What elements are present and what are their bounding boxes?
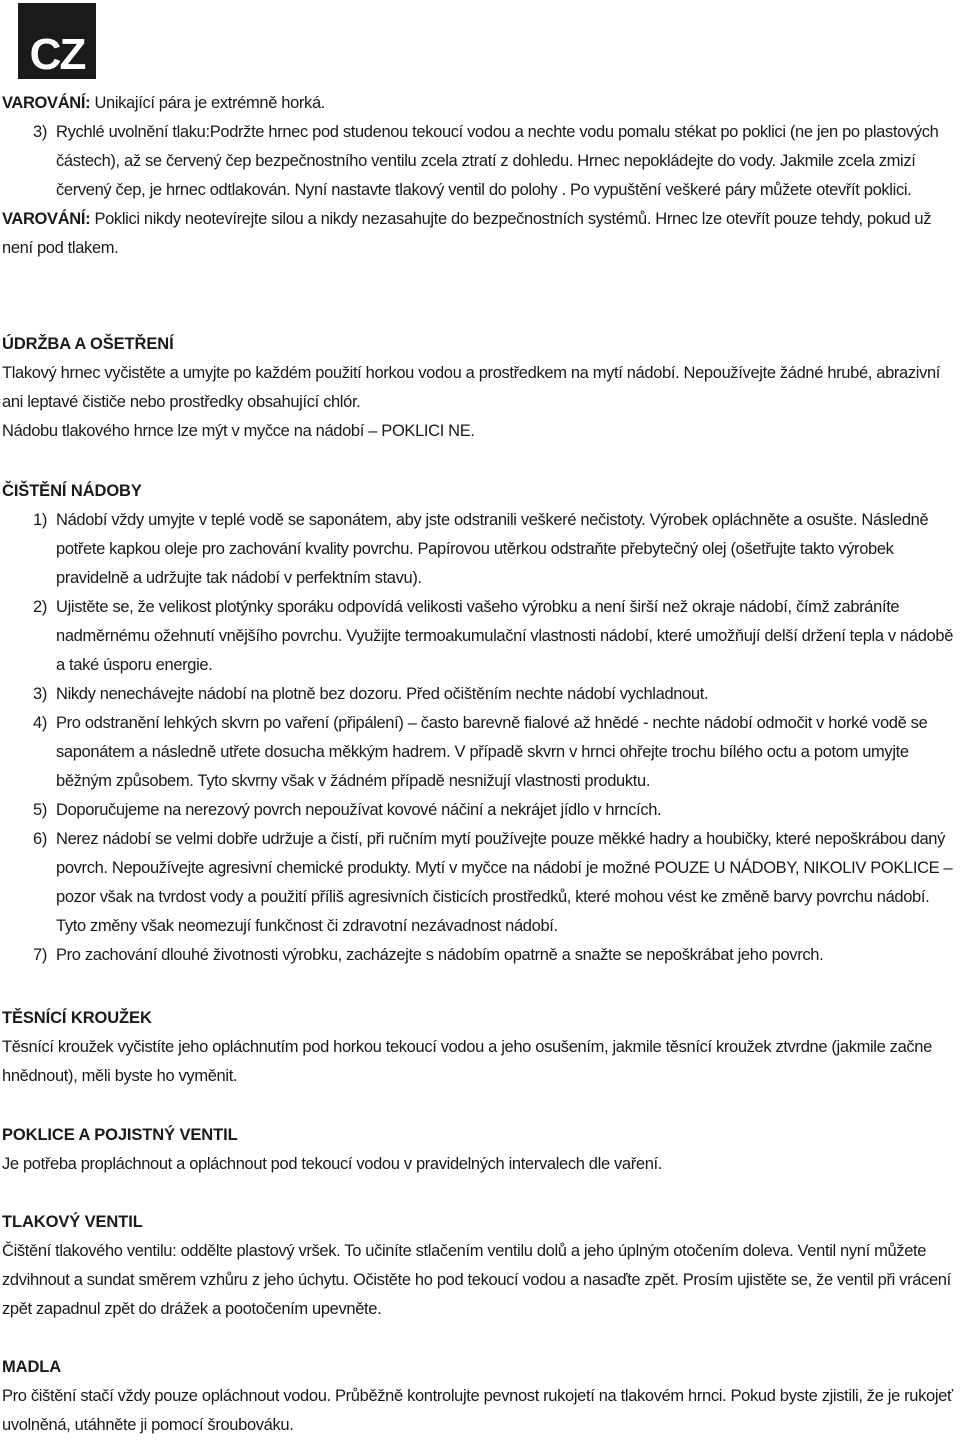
paragraph: Pro čištění stačí vždy pouze opláchnout vodou. Průběžně kontrolujte pevnost rukojetí na tlakovém hrnci. Pokud byste zjistili, že je rukojeť uvolněná, utáhněte ji pomocí šroubováku. xyxy=(2,1387,953,1434)
list-item xyxy=(0,506,958,593)
list-item xyxy=(0,709,958,796)
list-text: Ujistěte se, že velikost plotýnky sporáku odpovídá velikosti vašeho výrobku a není širší než okraje nádobí, čímž zabráníte nadměrnému ožehnutí vnějšího povrchu. Využijte termoakumulační vlastnosti nádobí, které umožňují delší držení tepla v nádobě a také úsporu energie. xyxy=(56,598,954,674)
lid-section xyxy=(0,1121,958,1179)
list-item xyxy=(0,680,958,709)
list-number: 5) xyxy=(33,801,47,819)
language-badge: CZ xyxy=(18,3,96,79)
paragraph: Nádobu tlakového hrnce lze mýt v myčce na nádobí – POKLICI NE. xyxy=(2,422,475,440)
list-item xyxy=(0,118,958,205)
warning-text: Unikající pára je extrémně horká. xyxy=(90,94,326,112)
warning-label: VAROVÁNÍ: xyxy=(2,94,91,112)
list-item xyxy=(0,941,958,970)
list-text: Nerez nádobí se velmi dobře udržuje a čistí, při ručním mytí používejte pouze měkké hadry a houbičky, které nepoškrábou daný povrch. Nepoužívejte agresivní chemické produkty. Mytí v myčce na nádobí je možné POUZE U NÁDOBY, NIKOLIV POKLICE – pozor však na tvrdost vody a použití příliš agresivních čisticích prostředků, které mohou vést ke změně barvy povrchu nádobí. Tyto změny však neomezují funkčnost či zdravotní nezávadnost nádobí. xyxy=(56,830,953,935)
section-heading: ÚDRŽBA A OŠETŘENÍ xyxy=(2,335,174,353)
section-heading: TĚSNÍCÍ KROUŽEK xyxy=(2,1009,152,1027)
list-text: Nikdy nenechávejte nádobí na plotně bez dozoru. Před očištěním nechte nádobí vychladnout. xyxy=(56,685,709,703)
section-heading: ČIŠTĚNÍ NÁDOBY xyxy=(2,482,142,500)
list-number: 3) xyxy=(33,123,47,141)
list-number: 2) xyxy=(33,598,47,616)
handles-section xyxy=(0,1353,958,1440)
warning-paragraph-2 xyxy=(0,205,958,263)
paragraph: Tlakový hrnec vyčistěte a umyjte po každém použití horkou vodou a prostředkem na mytí nádobí. Nepoužívejte žádné hrubé, abrazivní ani leptavé čističe nebo prostředky obsahující chlór. xyxy=(2,364,941,411)
list-text: Rychlé uvolnění tlaku:Podržte hrnec pod studenou tekoucí vodou a nechte vodu pomalu stékat po poklici (ne jen po plastových částech), až se červený čep bezpečnostního ventilu zcela ztratí z dohledu. Hrnec nepokládejte do vody. Jakmile zcela zmizí červený čep, je hrnec odtlakován. Nyní nastavte tlakový ventil do polohy . Po vypuštění veškeré páry můžete otevřít poklici. xyxy=(56,123,939,199)
paragraph: Čištění tlakového ventilu: oddělte plastový vršek. To učiníte stlačením ventilu dolů a jeho úplným otočením doleva. Ventil nyní můžete zdvihnout a sundat směrem vzhůru z jeho úchytu. Očistěte ho pod tekoucí vodou a nasaďte zpět. Prosím ujistěte se, že ventil při vrácení zpět zapadnul zpět do drážek a pootočením upevněte. xyxy=(2,1242,951,1318)
section-heading: TLAKOVÝ VENTIL xyxy=(2,1213,143,1231)
list-item xyxy=(0,796,958,825)
list-number: 7) xyxy=(33,946,47,964)
list-number: 6) xyxy=(33,830,47,848)
list-text: Pro odstranění lehkých skvrn po vaření (připálení) – často barevně fialové až hnědé - nechte nádobí odmočit v horké vodě se saponátem a následně utřete dosucha měkkým hadrem. V případě skvrn v hrnci ohřejte trochu bílého octu a potom umyjte běžným způsobem. Tyto skvrny však v žádném případě nesnižují vlastnosti produktu. xyxy=(56,714,928,790)
cleaning-list xyxy=(0,506,958,970)
warning-label: VAROVÁNÍ: xyxy=(2,210,91,228)
list-item xyxy=(0,825,958,941)
list-text: Doporučujeme na nerezový povrch nepoužívat kovové náčiní a nekrájet jídlo v hrncích. xyxy=(56,801,662,819)
warning-paragraph-1 xyxy=(0,89,958,118)
intro-section xyxy=(0,89,958,263)
list-number: 3) xyxy=(33,685,47,703)
list-item xyxy=(0,593,958,680)
list-text: Nádobí vždy umyjte v teplé vodě se saponátem, aby jste odstranili veškeré nečistoty. Výrobek opláchněte a osušte. Následně potřete kapkou oleje pro zachování kvality povrchu. Papírovou utěrkou odstraňte přebytečný olej (ošetřujte takto výrobek pravidelně a udržujte tak nádobí v perfektním stavu). xyxy=(56,511,929,587)
cleaning-section xyxy=(0,477,958,970)
valve-section xyxy=(0,1208,958,1324)
section-heading: POKLICE A POJISTNÝ VENTIL xyxy=(2,1126,238,1144)
seal-section xyxy=(0,1004,958,1091)
maintenance-section xyxy=(0,330,958,446)
list-text: Pro zachování dlouhé životnosti výrobku, zacházejte s nádobím opatrně a snažte se nepoškrábat jeho povrch. xyxy=(56,946,824,964)
warning-text: Poklici nikdy neotevírejte silou a nikdy nezasahujte do bezpečnostních systémů. Hrnec lze otevřít pouze tehdy, pokud už není pod tlakem. xyxy=(2,210,932,257)
list-number: 1) xyxy=(33,511,47,529)
section-heading: MADLA xyxy=(2,1358,62,1376)
paragraph: Je potřeba propláchnout a opláchnout pod tekoucí vodou v pravidelných intervalech dle vaření. xyxy=(2,1155,662,1173)
paragraph: Těsnící kroužek vyčistíte jeho opláchnutím pod horkou tekoucí vodou a jeho osušením, jakmile těsnící kroužek ztvrdne (jakmile začne hnědnout), měli byste ho vyměnit. xyxy=(2,1038,932,1085)
list-number: 4) xyxy=(33,714,47,732)
